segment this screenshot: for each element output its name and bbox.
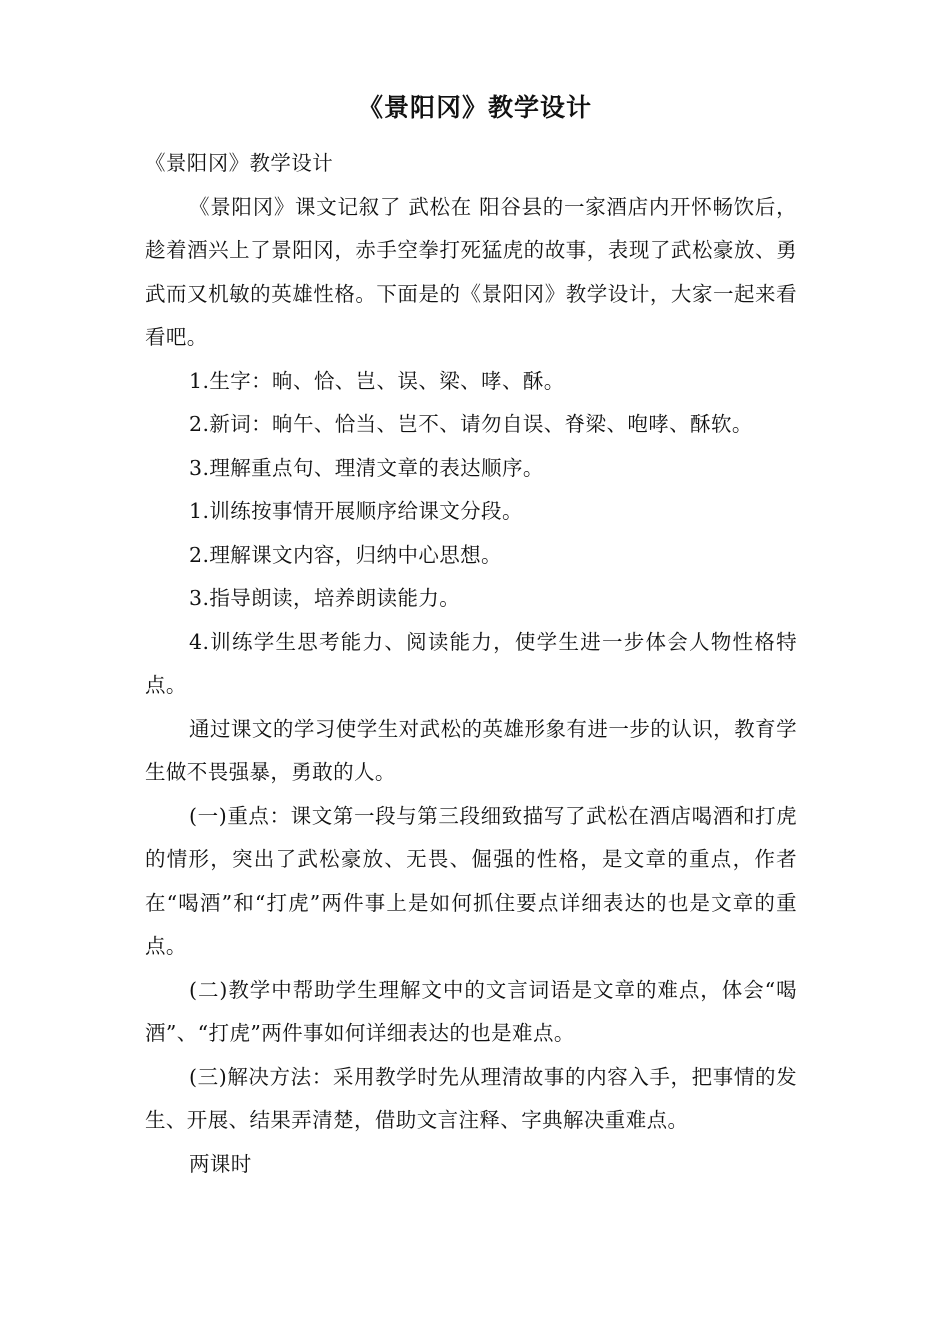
document-body [145,142,797,1186]
objective-item-1: 1.训练按事情开展顺序给课文分段。 [189,499,523,523]
document-title: 《景阳冈》教学设计 [357,93,592,122]
solution-paragraph: (三)解决方法：采用教学时先从理清故事的内容入手，把事情的发生、开展、结果弄清楚，借助文言注释、字典解决重难点。 [145,1064,797,1132]
difficulties-paragraph: (二)教学中帮助学生理解文中的文言词语是文章的难点，体会“喝酒”、“打虎”两件事如何详细表达的也是难点。 [145,977,797,1045]
key-points-paragraph: (一)重点：课文第一段与第三段细致描写了武松在酒店喝酒和打虎的情形，突出了武松豪放、无畏、倔强的性格，是文章的重点，作者在“喝酒”和“打虎”两件事上是如何抓住要点详细表达的也是文章的重点。 [145,803,797,958]
objective-item-4: 4.训练学生思考能力、阅读能力，使学生进一步体会人物性格特点。 [145,629,797,697]
subtitle-paragraph: 《景阳冈》教学设计 [145,151,334,175]
intro-paragraph: 《景阳冈》课文记叙了 武松在 阳谷县的一家酒店内开怀畅饮后，趁着酒兴上了景阳冈，赤手空拳打死猛虎的故事，表现了武松豪放、勇武而又机敏的英雄性格。下面是的《景阳冈》教学设计，大家一起来看看吧。 [145,194,797,349]
new-characters-item: 1.生字：晌、恰、岂、误、梁、哮、酥。 [189,368,565,393]
education-goal-paragraph: 通过课文的学习使学生对武松的英雄形象有进一步的认识，教育学生做不畏强暴，勇敢的人。 [145,716,797,784]
key-sentences-item: 3.理解重点句、理清文章的表达顺序。 [189,455,544,480]
objective-item-3: 3.指导朗读，培养朗读能力。 [189,586,461,610]
class-hours-paragraph: 两课时 [189,1151,252,1176]
objective-item-2: 2.理解课文内容，归纳中心思想。 [189,542,502,567]
new-words-item: 2.新词：晌午、恰当、岂不、请勿自误、脊梁、咆哮、酥软。 [189,412,753,436]
